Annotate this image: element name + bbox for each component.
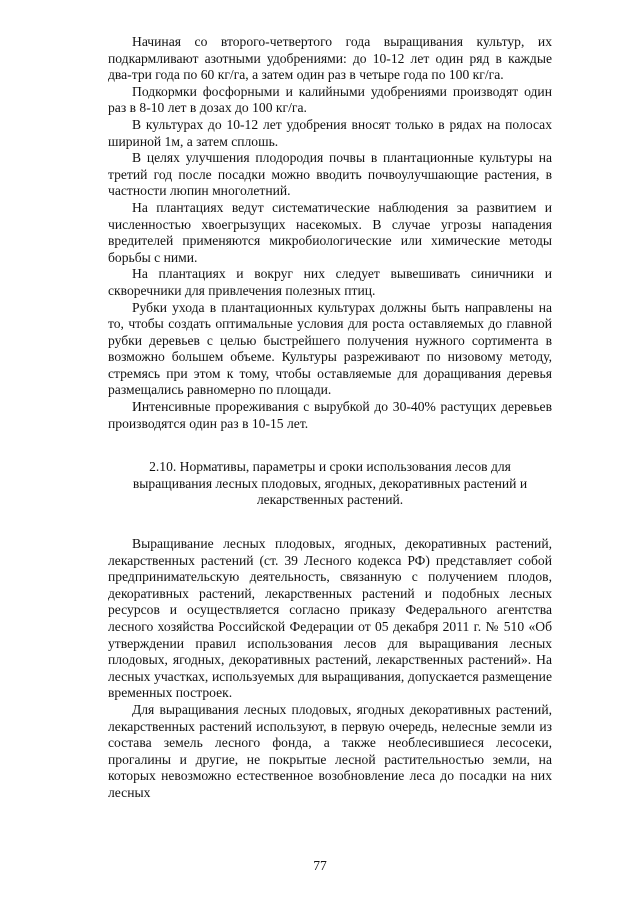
page-text-block bbox=[108, 34, 552, 802]
paragraph-thinning-cuttings: Рубки ухода в плантационных культурах должны быть направлены на то, чтобы создать оптимальные условия для роста оставляемых до главной рубки деревьев с целью быстрейшего получения нужного сортимента в возможно большем объеме. Культуры разреживают по низовому методу, стремясь при этом к тому, чтобы оставляемые для доращивания деревья размещались равномерно по площади. bbox=[108, 299, 552, 398]
paragraph-growing-definition: Выращивание лесных плодовых, ягодных, декоративных растений, лекарственных растений (ст. 39 Лесного кодекса РФ) представляет собой предпринимательскую деятельность, связанную с получением плодов, декоративных растений, лекарственных растений и подобных лесных ресурсов и осуществляется согласно приказу Федерального агентства лесного хозяйства Российской Федерации от 05 декабря 2011 г. № 510 «Об утверждении правил использования лесов для выращивания лесных плодовых, ягодных, декоративных растений, лекарственных растений». На лесных участках, используемых для выращивания, допускается размещение временных построек. bbox=[108, 536, 552, 701]
page-number: 77 bbox=[313, 858, 327, 873]
paragraph-phosphorus-potassium: Подкормки фосфорными и калийными удобрениями производят один раз в 8-10 лет в дозах до 100 кг/га. bbox=[108, 83, 552, 116]
section-heading: 2.10. Нормативы, параметры и сроки использования лесов для выращивания лесных плодовых, ягодных, декоративных растений и лекарственных растений. bbox=[132, 459, 528, 508]
paragraph-fertilizer-strips: В культурах до 10-12 лет удобрения вносят только в рядах на полосах шириной 1м, а затем сплошь. bbox=[108, 116, 552, 149]
paragraph-insect-monitoring: На плантациях ведут систематические наблюдения за развитием и численностью хвоегрызущих насекомых. В случае угрозы нападения вредителей применяются микробиологические или химические методы борьбы с ними. bbox=[108, 199, 552, 265]
paragraph-lands-for-growing: Для выращивания лесных плодовых, ягодных декоративных растений, лекарственных растений используют, в первую очередь, нелесные земли из состава земель лесного фонда, а также необлесившиеся лесосеки, прогалины и другие, не покрытые лесной растительностью земли, на которых невозможно естественное возобновление леса до посадки на них лесных bbox=[108, 701, 552, 800]
paragraph-intensive-thinning: Интенсивные прореживания с вырубкой до 30-40% растущих деревьев производятся один раз в 10-15 лет. bbox=[108, 399, 552, 431]
paragraph-bird-houses: На плантациях и вокруг них следует вывешивать синичники и скворечники для привлечения полезных птиц. bbox=[108, 266, 552, 298]
paragraph-soil-improving-plants: В целях улучшения плодородия почвы в плантационные культуры на третий год после посадки можно вводить почвоулучшающие растения, в частности люпин многолетний. bbox=[108, 150, 552, 199]
paragraph-nitrogen-fertilizing: Начиная со второго-четвертого года выращивания культур, их подкармливают азотными удобрениями: до 10-12 лет один ряд в каждые два-три года по 60 кг/га, а затем один раз в четыре года по 100 кг/га. bbox=[108, 34, 552, 83]
